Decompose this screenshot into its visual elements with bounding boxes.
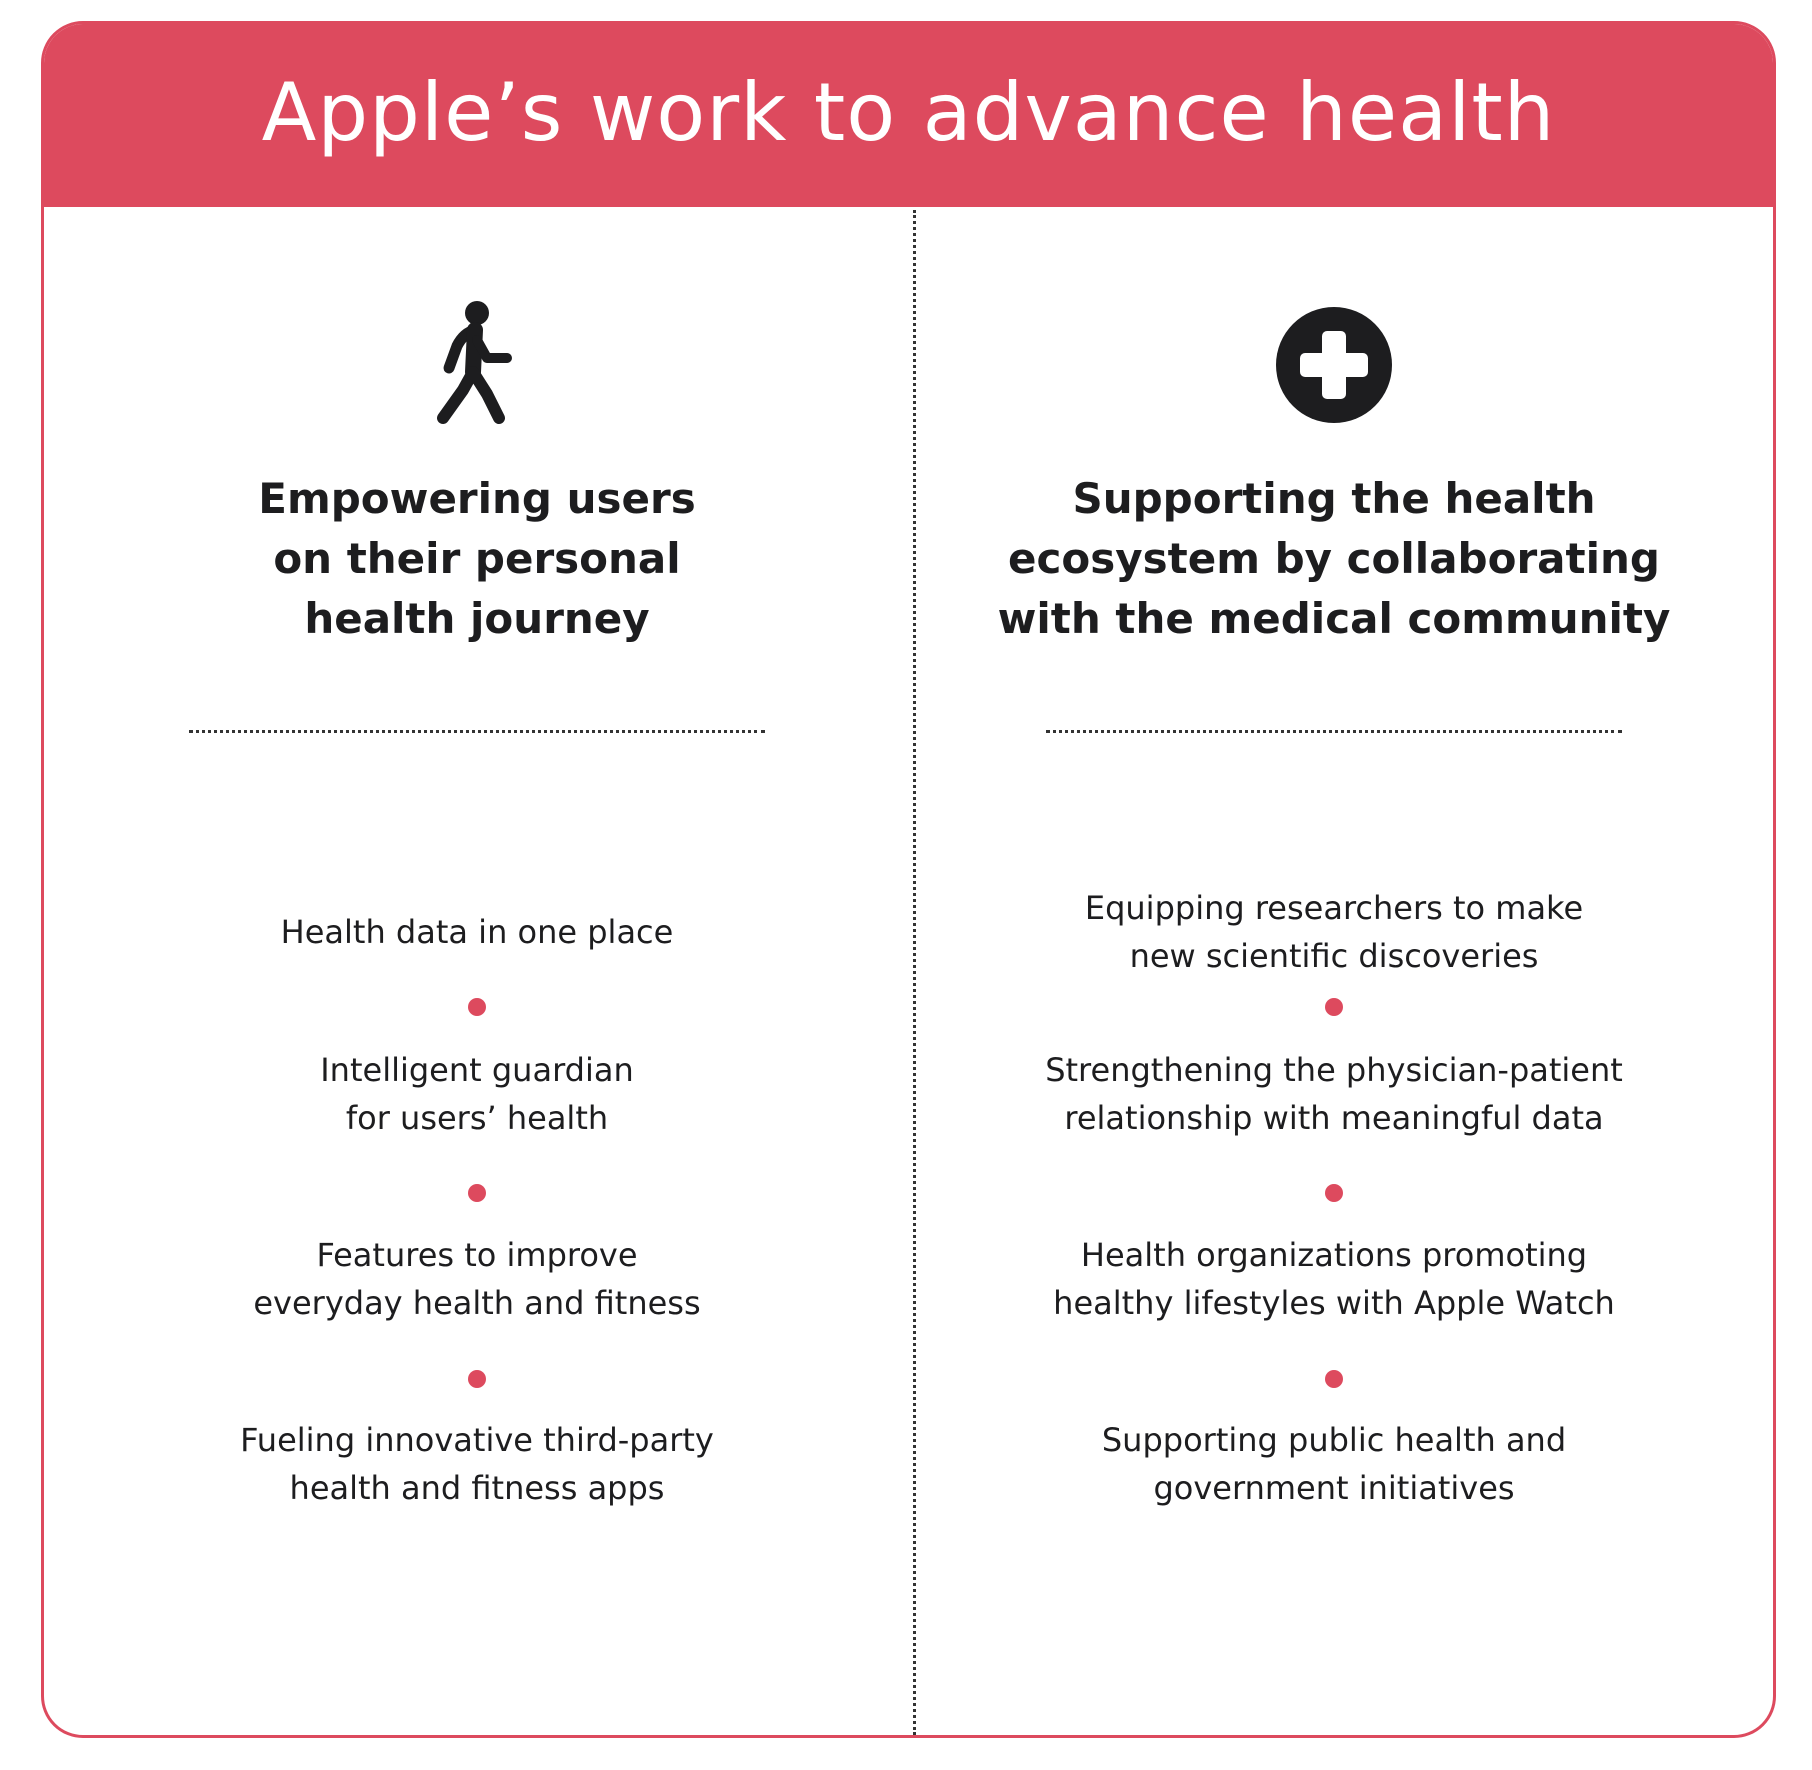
page-title: Apple’s work to advance health <box>261 66 1556 159</box>
item-line: Strengthening the physician-patient <box>1045 1051 1623 1089</box>
item-line: new scientific discoveries <box>1129 937 1539 975</box>
item-line: relationship with meaningful data <box>1064 1099 1604 1137</box>
bullet-dot <box>468 1184 486 1202</box>
bullet-dot <box>468 1370 486 1388</box>
left-heading-line: health journey <box>304 594 650 643</box>
right-heading <box>904 469 1764 649</box>
right-heading-line: with the medical community <box>997 594 1671 643</box>
item-line: Fueling innovative third-party <box>240 1421 714 1459</box>
bullet-dot <box>468 998 486 1016</box>
left-item-health-data <box>47 908 907 956</box>
item-line: healthy lifestyles with Apple Watch <box>1053 1284 1615 1322</box>
left-item-features <box>47 1231 907 1327</box>
item-line: health and fitness apps <box>289 1469 665 1507</box>
left-item-apps <box>47 1416 907 1512</box>
right-item-researchers <box>904 884 1764 980</box>
walking-person-icon <box>407 295 547 435</box>
item-line: Features to improve <box>316 1236 638 1274</box>
left-dotted-rule <box>189 730 765 733</box>
right-item-public-health <box>904 1416 1764 1512</box>
right-heading-line: Supporting the health <box>1072 474 1596 523</box>
item-line: government initiatives <box>1153 1469 1515 1507</box>
left-heading <box>47 469 907 649</box>
item-line: Supporting public health and <box>1101 1421 1567 1459</box>
item-line: everyday health and fitness <box>253 1284 701 1322</box>
right-column <box>904 207 1764 1737</box>
bullet-dot <box>1325 998 1343 1016</box>
bullet-dot <box>1325 1370 1343 1388</box>
bullet-dot <box>1325 1184 1343 1202</box>
header-banner <box>44 24 1773 207</box>
left-heading-line: Empowering users <box>258 474 696 523</box>
item-line: Health organizations promoting <box>1080 1236 1588 1274</box>
item-line: Equipping researchers to make <box>1084 889 1584 927</box>
item-line: Health data in one place <box>280 913 674 951</box>
right-dotted-rule <box>1046 730 1622 733</box>
left-column <box>47 207 907 1737</box>
right-item-organizations <box>904 1231 1764 1327</box>
plus-circle-icon <box>1264 295 1404 435</box>
left-heading-line: on their personal <box>273 534 681 583</box>
right-item-physician <box>904 1046 1764 1142</box>
left-item-guardian <box>47 1046 907 1142</box>
right-heading-line: ecosystem by collaborating <box>1008 534 1660 583</box>
item-line: for users’ health <box>345 1099 609 1137</box>
item-line: Intelligent guardian <box>320 1051 634 1089</box>
health-card <box>41 21 1776 1738</box>
